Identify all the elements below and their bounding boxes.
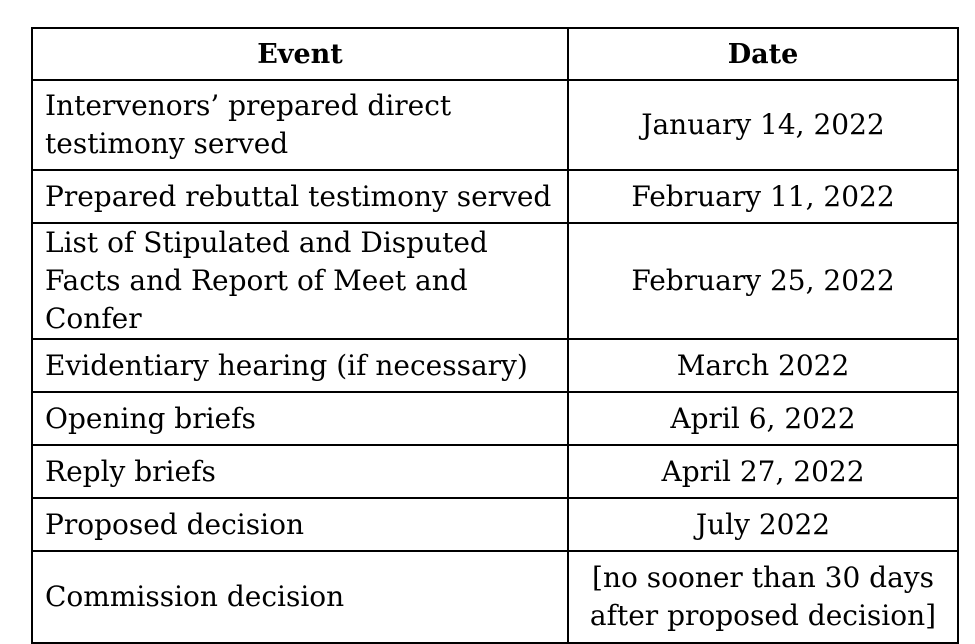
table-row <box>32 170 958 223</box>
date-cell: [no sooner than 30 days after proposed decision] <box>568 551 958 643</box>
event-cell: Opening briefs <box>32 392 568 445</box>
date-cell: February 25, 2022 <box>568 223 958 339</box>
event-cell: Proposed decision <box>32 498 568 551</box>
schedule-table <box>31 27 959 644</box>
event-cell: Reply briefs <box>32 445 568 498</box>
date-cell: April 6, 2022 <box>568 392 958 445</box>
table-header <box>32 28 958 80</box>
event-cell: Prepared rebuttal testimony served <box>32 170 568 223</box>
table-body <box>32 80 958 643</box>
event-column-header: Event <box>32 28 568 80</box>
table-row <box>32 80 958 170</box>
table-row <box>32 551 958 643</box>
date-column-header: Date <box>568 28 958 80</box>
date-cell: January 14, 2022 <box>568 80 958 170</box>
header-row <box>32 28 958 80</box>
event-cell: List of Stipulated and Disputed Facts and Report of Meet and Confer <box>32 223 568 339</box>
table-row <box>32 392 958 445</box>
event-cell: Intervenors’ prepared direct testimony served <box>32 80 568 170</box>
date-cell: February 11, 2022 <box>568 170 958 223</box>
date-cell: July 2022 <box>568 498 958 551</box>
date-cell: March 2022 <box>568 339 958 392</box>
table-row <box>32 445 958 498</box>
date-cell: April 27, 2022 <box>568 445 958 498</box>
table-row <box>32 223 958 339</box>
event-cell: Commission decision <box>32 551 568 643</box>
table-row <box>32 498 958 551</box>
event-cell: Evidentiary hearing (if necessary) <box>32 339 568 392</box>
table-row <box>32 339 958 392</box>
